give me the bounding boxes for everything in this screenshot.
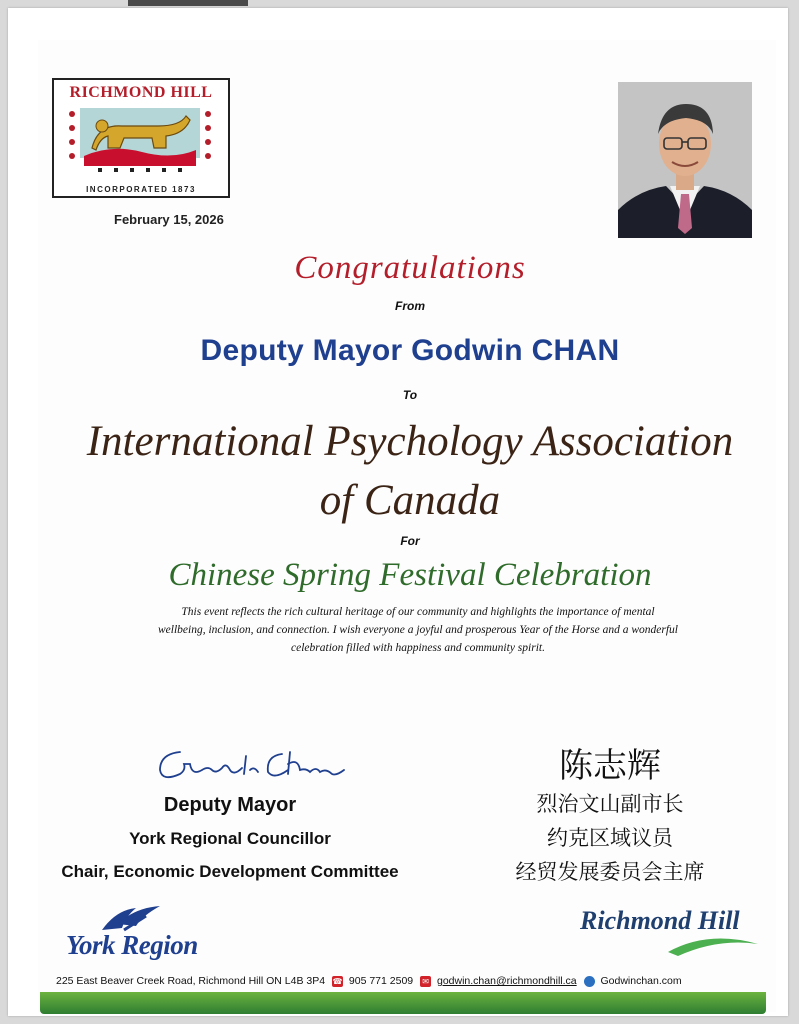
person-icon <box>618 82 752 238</box>
message-line: wellbeing, inclusion, and connection. I wish everyone a joyful and prosperous Year of the Horse and a wonderful <box>157 624 678 636</box>
to-label: To <box>402 388 418 402</box>
chinese-name: 陈志辉 <box>559 746 661 786</box>
recipient-line-2: of Canada <box>319 477 501 524</box>
crest-title: RICHMOND HILL <box>69 84 213 101</box>
title-committee-chair: Chair, Economic Development Committee <box>61 862 399 881</box>
recipient-line-1: International Psychology Association <box>86 418 734 465</box>
from-label: From <box>395 299 425 313</box>
richmond-hill-text: Richmond Hill <box>580 906 740 935</box>
green-hill-swoosh-icon <box>578 930 768 960</box>
message-line: celebration filled with happiness and community spirit. <box>291 642 545 654</box>
richmond-hill-crest <box>52 78 230 198</box>
contact-footer <box>56 975 776 987</box>
richmond-hill-logo <box>578 900 768 960</box>
crest-subtitle: INCORPORATED 1873 <box>86 185 196 194</box>
title-regional-councillor: York Regional Councillor <box>129 829 331 848</box>
chinese-title-1: 烈治文山副市长 <box>536 792 684 816</box>
chinese-title-2: 约克区域议员 <box>547 826 673 850</box>
website[interactable]: Godwinchan.com <box>600 975 682 988</box>
date: February 15, 2026 <box>114 212 224 227</box>
portrait-photo <box>618 82 752 238</box>
address: 225 East Beaver Creek Road, Richmond Hill ON L4B 3P4 <box>56 975 326 988</box>
congratulations-heading: Congratulations <box>294 250 526 286</box>
title-deputy-mayor: Deputy Mayor <box>163 794 297 816</box>
lion-icon <box>62 104 218 176</box>
scan-edge <box>128 0 248 6</box>
signature <box>150 740 350 786</box>
green-footer-band <box>40 992 766 1014</box>
event-title: Chinese Spring Festival Celebration <box>168 557 652 593</box>
email-icon: ✉ <box>420 976 431 987</box>
presenter-name: Deputy Mayor Godwin CHAN <box>200 334 620 367</box>
york-region-logo <box>66 904 226 964</box>
email-link[interactable]: godwin.chan@richmondhill.ca <box>436 975 577 988</box>
phone-icon: ☎ <box>332 976 343 986</box>
chinese-title-3: 经贸发展委员会主席 <box>515 860 705 884</box>
globe-icon <box>584 976 595 987</box>
york-region-text: York Region <box>66 930 198 960</box>
message-line: This event reflects the rich cultural heritage of our community and highlights the importance of mental <box>181 606 655 618</box>
for-label: For <box>400 534 420 548</box>
message-paragraph <box>78 603 758 657</box>
phone: 905 771 2509 <box>348 975 414 988</box>
